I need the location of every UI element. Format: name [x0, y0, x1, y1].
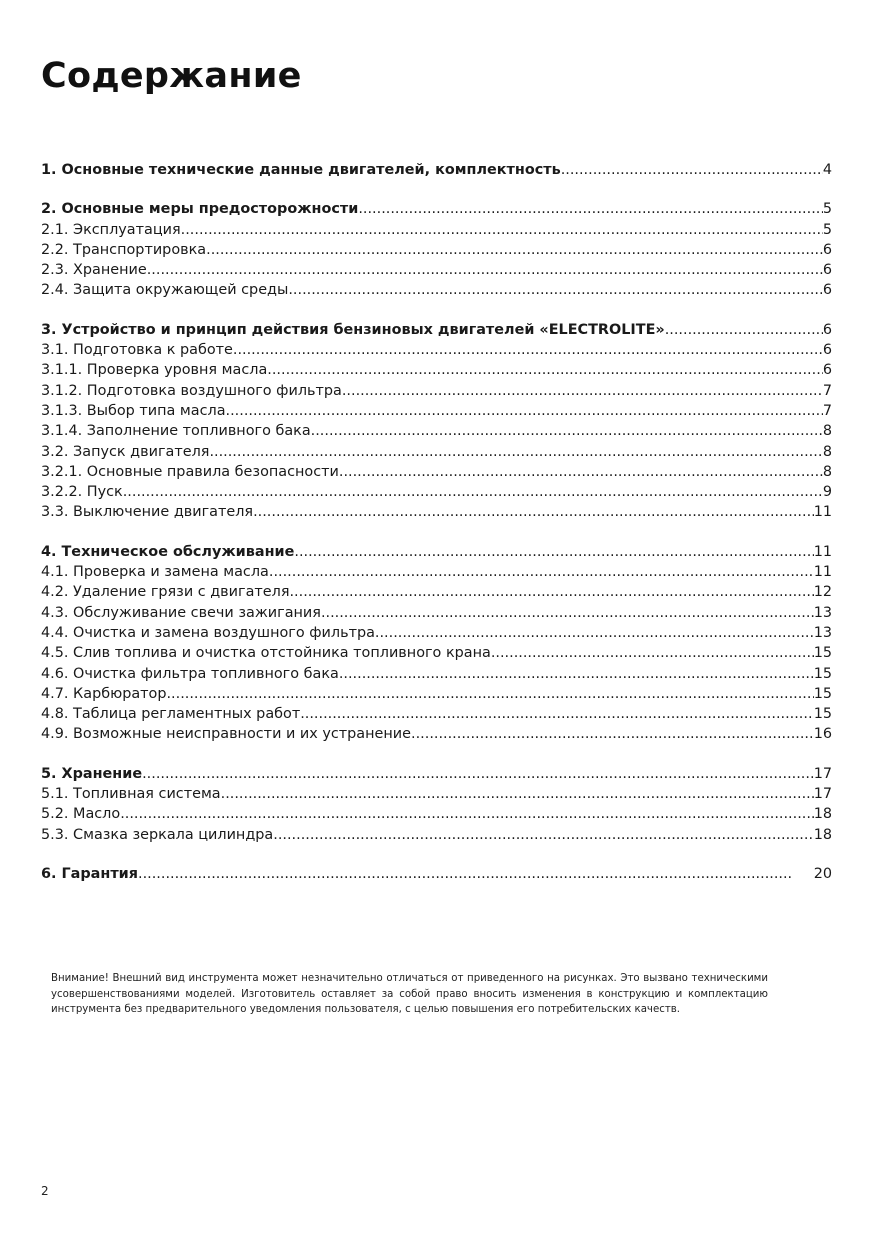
toc-entry[interactable]	[41, 401, 832, 421]
toc-entry-label: 3. Устройство и принцип действия бензиновых двигателей «ELECTROLITE»	[41, 321, 665, 338]
toc-entry[interactable]	[41, 462, 832, 482]
toc-entry[interactable]	[41, 280, 832, 300]
toc-entry-page: 18	[813, 806, 832, 823]
toc-entry-page: 20	[813, 865, 832, 882]
toc-entry-label: 3.2. Запуск двигателя	[41, 443, 210, 460]
toc-entry-page: 15	[813, 685, 832, 702]
toc-entry-page: 17	[813, 786, 832, 803]
toc-entry-label: 4.1. Проверка и замена масла	[41, 564, 269, 581]
toc-entry[interactable]	[41, 442, 832, 462]
toc-entry[interactable]	[41, 664, 832, 684]
toc-dot-leader	[375, 623, 814, 643]
toc-dot-leader	[269, 562, 814, 582]
toc-entry-label: 5.3. Смазка зеркала цилиндра	[41, 826, 274, 843]
toc-section	[41, 160, 832, 180]
toc-entry-label: 2.1. Эксплуатация	[41, 221, 181, 238]
toc-entry-page: 12	[813, 584, 832, 601]
toc-dot-leader	[226, 401, 823, 421]
toc-entry[interactable]	[41, 603, 832, 623]
toc-entry[interactable]	[41, 220, 832, 240]
toc-entry-label: 5. Хранение	[41, 765, 143, 782]
toc-dot-leader	[339, 664, 814, 684]
toc-entry-page: 6	[822, 282, 832, 299]
toc-dot-leader	[339, 462, 823, 482]
toc-entry-label: 5.1. Топливная система	[41, 786, 221, 803]
toc-entry-page: 17	[813, 765, 832, 782]
toc-entry[interactable]	[41, 623, 832, 643]
toc-entry-label: 3.1. Подготовка к работе	[41, 342, 233, 359]
toc-entry[interactable]	[41, 562, 832, 582]
toc-chapter-entry[interactable]	[41, 764, 832, 784]
toc-dot-leader	[147, 260, 823, 280]
toc-entry-label: 3.3. Выключение двигателя	[41, 504, 254, 521]
toc-entry-label: 4.6. Очистка фильтра топливного бака	[41, 665, 339, 682]
toc-entry-page: 15	[813, 665, 832, 682]
toc-entry-page: 7	[822, 402, 832, 419]
toc-entry-label: 4.2. Удаление грязи с двигателя	[41, 584, 290, 601]
toc-entry-page: 11	[813, 543, 832, 560]
toc-entry-label: 1. Основные технические данные двигателей, комплектность	[41, 162, 561, 178]
toc-entry[interactable]	[41, 240, 832, 260]
toc-dot-leader	[321, 603, 814, 623]
toc-dot-leader	[221, 784, 814, 804]
toc-entry-page: 5	[822, 221, 832, 238]
toc-dot-leader	[181, 220, 823, 240]
toc-chapter-entry[interactable]	[41, 199, 832, 219]
toc-section	[41, 542, 832, 745]
toc-entry-label: 6. Гарантия	[41, 865, 138, 882]
toc-entry-label: 5.2. Масло	[41, 806, 121, 823]
toc-entry-page: 16	[813, 726, 832, 743]
page-number: 2	[41, 1184, 49, 1198]
toc-entry-label: 3.2.1. Основные правила безопасности	[41, 463, 339, 480]
page-title: Содержание	[41, 56, 302, 96]
toc-entry[interactable]	[41, 825, 832, 845]
toc-entry-page: 15	[813, 706, 832, 723]
toc-entry-label: 2.4. Защита окружающей среды	[41, 282, 289, 299]
toc-dot-leader	[166, 684, 813, 704]
toc-entry-label: 3.1.1. Проверка уровня масла	[41, 362, 268, 379]
toc-entry[interactable]	[41, 340, 832, 360]
toc-entry-label: 3.1.4. Заполнение топливного бака	[41, 423, 311, 440]
toc-section	[41, 864, 832, 884]
toc-section	[41, 764, 832, 845]
toc-dot-leader	[300, 704, 813, 724]
toc-entry[interactable]	[41, 482, 832, 502]
toc-entry-page: 6	[822, 362, 832, 379]
toc-entry[interactable]	[41, 502, 832, 522]
toc-dot-leader	[311, 421, 823, 441]
toc-dot-leader	[120, 804, 814, 824]
toc-dot-leader	[289, 582, 813, 602]
toc-entry-page: 9	[822, 484, 832, 501]
disclaimer-notice: Внимание! Внешний вид инструмента может незначительно отличаться от приведенного на рисунках. Это вызвано техническими усовершенствованиями моделей. Изготовитель оставляет за собой право вносить изменения в конструкцию и комплектацию инструмента без предварительного уведомления пользователя, с целью повышения его потребительских качеств.	[51, 973, 768, 1016]
toc-dot-leader	[206, 240, 823, 260]
toc-entry-label: 4.7. Карбюратор	[41, 685, 167, 702]
toc-dot-leader	[233, 340, 823, 360]
table-of-contents	[41, 160, 832, 903]
toc-entry-label: 3.1.2. Подготовка воздушного фильтра	[41, 382, 342, 399]
toc-entry-page: 6	[822, 241, 832, 258]
toc-entry-label: 4.4. Очистка и замена воздушного фильтра	[41, 624, 375, 641]
toc-entry[interactable]	[41, 421, 832, 441]
toc-entry-label: 2.3. Хранение	[41, 262, 147, 279]
toc-entry-page: 11	[813, 504, 832, 521]
toc-entry-page: 6	[822, 321, 832, 338]
toc-entry-page: 7	[822, 382, 832, 399]
toc-section	[41, 199, 832, 300]
toc-dot-leader	[491, 643, 814, 663]
toc-entry-label: 4.8. Таблица регламентных работ	[41, 706, 301, 723]
toc-dot-leader	[123, 482, 823, 502]
toc-entry-page: 18	[813, 826, 832, 843]
toc-dot-leader	[411, 724, 814, 744]
toc-entry-page: 13	[813, 604, 832, 621]
toc-entry[interactable]	[41, 643, 832, 663]
toc-entry-label: 3.2.2. Пуск	[41, 484, 123, 501]
toc-chapter-entry[interactable]	[41, 160, 832, 180]
toc-entry-label: 4.3. Обслуживание свечи зажигания	[41, 604, 321, 621]
toc-dot-leader	[273, 825, 813, 845]
toc-chapter-entry[interactable]	[41, 542, 832, 562]
toc-entry-label: 2.2. Транспортировка	[41, 241, 207, 258]
toc-entry-page: 6	[822, 342, 832, 359]
toc-entry[interactable]	[41, 684, 832, 704]
toc-entry[interactable]	[41, 704, 832, 724]
toc-dot-leader	[253, 502, 814, 522]
toc-entry-page: 13	[813, 624, 832, 641]
toc-entry[interactable]	[41, 784, 832, 804]
toc-dot-leader	[358, 199, 823, 219]
toc-dot-leader	[561, 160, 823, 180]
toc-entry[interactable]	[41, 724, 832, 744]
toc-dot-leader	[294, 542, 813, 562]
toc-entry-page: 6	[822, 262, 832, 279]
toc-dot-leader	[138, 864, 792, 884]
toc-entry-page: 5	[822, 201, 832, 218]
toc-dot-leader	[209, 442, 822, 462]
toc-entry-page: 8	[822, 443, 832, 460]
toc-entry-page: 8	[822, 463, 832, 480]
toc-entry-label: 2. Основные меры предосторожности	[41, 201, 359, 218]
toc-dot-leader	[665, 320, 823, 340]
toc-entry-page: 8	[822, 423, 832, 440]
toc-dot-leader	[342, 381, 823, 401]
toc-entry[interactable]	[41, 381, 832, 401]
toc-entry[interactable]	[41, 260, 832, 280]
toc-entry[interactable]	[41, 582, 832, 602]
toc-chapter-entry[interactable]	[41, 320, 832, 340]
toc-dot-leader	[267, 360, 823, 380]
toc-entry[interactable]	[41, 804, 832, 824]
toc-entry-page: 4	[822, 162, 832, 178]
toc-entry-page: 15	[813, 645, 832, 662]
toc-section	[41, 320, 832, 523]
toc-entry-page: 11	[813, 564, 832, 581]
toc-entry-label: 4.5. Слив топлива и очистка отстойника топливного крана	[41, 645, 491, 662]
toc-entry-label: 4.9. Возможные неисправности и их устранение	[41, 726, 412, 743]
toc-dot-leader	[142, 764, 814, 784]
toc-entry-label: 3.1.3. Выбор типа масла	[41, 402, 226, 419]
toc-entry[interactable]	[41, 360, 832, 380]
toc-chapter-entry[interactable]	[41, 864, 832, 884]
toc-entry-label: 4. Техническое обслуживание	[41, 543, 295, 560]
toc-dot-leader	[288, 280, 822, 300]
